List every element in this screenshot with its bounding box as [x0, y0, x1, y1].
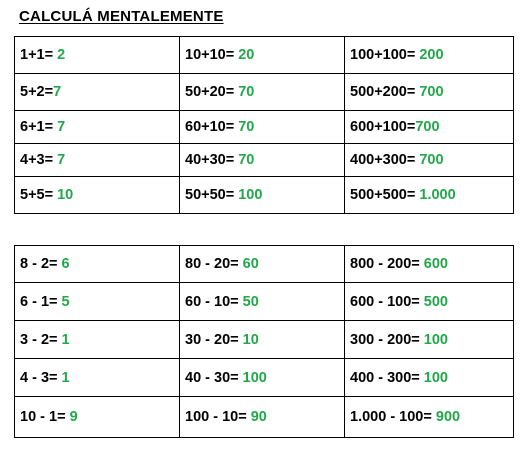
table-row: [15, 177, 514, 214]
answer: 20: [238, 47, 255, 63]
table-cell: [180, 283, 345, 321]
table-cell: [15, 144, 180, 177]
expression: 5+5=: [20, 187, 58, 203]
table-cell: [345, 177, 514, 214]
answer: 900: [435, 409, 461, 425]
table-cell: [345, 246, 514, 283]
answer: 7: [53, 84, 62, 100]
table-cell: [180, 111, 345, 144]
table-cell: [180, 177, 345, 214]
table-row: [15, 397, 514, 438]
answer: 1: [61, 369, 70, 386]
answer: 100: [242, 369, 267, 386]
page-title: CALCULÁ MENTALEMENTE: [19, 8, 224, 25]
table-row: [15, 37, 514, 74]
table-cell: [345, 283, 514, 321]
expression: 40 - 30=: [185, 369, 243, 386]
table-cell: [180, 397, 345, 438]
answer: 50: [242, 293, 259, 310]
table-cell: [345, 111, 514, 144]
table-cell: [15, 283, 180, 321]
expression: 300 - 200=: [350, 331, 424, 348]
answer: 600: [423, 256, 448, 272]
expression: 4+3=: [20, 152, 58, 168]
table-cell: [345, 321, 514, 359]
table-cell: [15, 321, 180, 359]
table-cell: [345, 397, 514, 438]
answer: 7: [57, 119, 66, 135]
answer: 1: [61, 331, 70, 348]
table-cell: [15, 359, 180, 397]
answer: 10: [57, 187, 74, 203]
expression: 500+500=: [350, 187, 420, 203]
expression: 60+10=: [185, 119, 239, 135]
table-cell: [15, 397, 180, 438]
table-cell: [345, 74, 514, 111]
table-row: [15, 246, 514, 283]
expression: 3 - 2=: [20, 331, 62, 348]
expression: 1.000 - 100=: [350, 409, 436, 425]
expression: 50+50=: [185, 187, 239, 203]
expression: 500+200=: [350, 84, 420, 100]
answer: 7: [57, 152, 66, 168]
table-row: [15, 144, 514, 177]
expression: 6 - 1=: [20, 293, 62, 310]
expression: 10 - 1=: [20, 409, 70, 425]
answer: 100: [423, 369, 448, 386]
answer: 1.000: [419, 187, 456, 203]
expression: 10+10=: [185, 47, 239, 63]
expression: 40+30=: [185, 152, 239, 168]
expression: 400+300=: [350, 152, 420, 168]
table-row: [15, 283, 514, 321]
expression: 800 - 200=: [350, 256, 424, 272]
expression: 80 - 20=: [185, 256, 243, 272]
answer: 700: [415, 119, 440, 135]
table-cell: [180, 359, 345, 397]
expression: 100+100=: [350, 47, 420, 63]
expression: 60 - 10=: [185, 293, 243, 310]
answer: 200: [419, 47, 444, 63]
expression: 4 - 3=: [20, 369, 62, 386]
table-cell: [345, 359, 514, 397]
table-cell: [15, 111, 180, 144]
answer: 100: [423, 331, 448, 348]
table-row: [15, 74, 514, 111]
subtraction-table: [14, 245, 514, 438]
answer: 2: [57, 47, 66, 63]
table-cell: [15, 37, 180, 74]
table-row: [15, 321, 514, 359]
table-cell: [345, 144, 514, 177]
answer: 700: [419, 84, 444, 100]
expression: 600 - 100=: [350, 293, 424, 310]
expression: 600+100=: [350, 119, 416, 135]
answer: 70: [238, 84, 255, 100]
expression: 1+1=: [20, 47, 58, 63]
table-cell: [180, 144, 345, 177]
answer: 700: [419, 152, 444, 168]
answer: 90: [250, 409, 267, 425]
expression: 50+20=: [185, 84, 239, 100]
answer: 10: [242, 331, 259, 348]
answer: 70: [238, 119, 255, 135]
expression: 400 - 300=: [350, 369, 424, 386]
answer: 9: [69, 409, 78, 425]
table-row: [15, 111, 514, 144]
table-cell: [15, 74, 180, 111]
table-cell: [180, 246, 345, 283]
table-cell: [180, 37, 345, 74]
table-cell: [180, 321, 345, 359]
expression: 6+1=: [20, 119, 58, 135]
answer: 6: [61, 256, 70, 272]
table-cell: [15, 177, 180, 214]
answer: 60: [242, 256, 259, 272]
answer: 500: [423, 293, 448, 310]
expression: 100 - 10=: [185, 409, 251, 425]
table-row: [15, 359, 514, 397]
expression: 8 - 2=: [20, 256, 62, 272]
table-cell: [15, 246, 180, 283]
table-cell: [345, 37, 514, 74]
answer: 70: [238, 152, 255, 168]
expression: 30 - 20=: [185, 331, 243, 348]
addition-table: [14, 36, 514, 214]
answer: 100: [238, 187, 263, 203]
table-cell: [180, 74, 345, 111]
answer: 5: [61, 293, 70, 310]
expression: 5+2=: [20, 84, 54, 100]
